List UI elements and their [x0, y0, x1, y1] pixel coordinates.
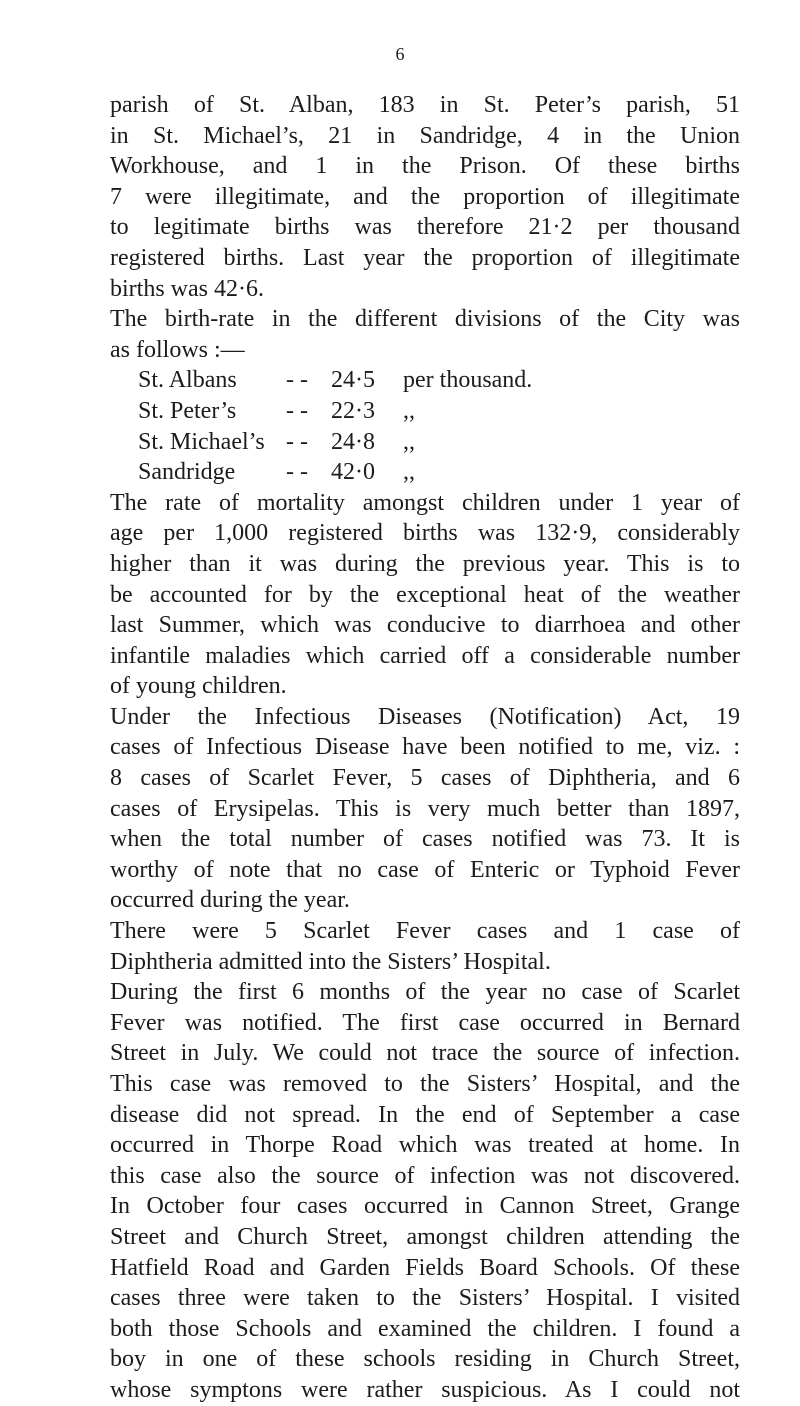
rate-value: 22·3 — [331, 397, 375, 424]
text-line: last Summer, which was conducive to diarrhoea and other — [110, 612, 740, 639]
paragraph-hospital-admissions — [110, 916, 740, 977]
rate-unit: ,, — [403, 428, 415, 455]
text-line: registered births. Last year the proportion of illegitimate — [110, 244, 740, 271]
text-line: Street and Church Street, amongst children attending the — [110, 1223, 740, 1250]
birth-rate-row — [138, 427, 740, 458]
text-line: occurred in Thorpe Road which was treated at home. In — [110, 1132, 740, 1159]
text-line: cases of Infectious Disease have been notified to me, viz. : — [110, 734, 740, 761]
leader-dashes: - - — [286, 428, 308, 455]
text-line: There were 5 Scarlet Fever cases and 1 case of — [110, 918, 740, 945]
text-line: The birth-rate in the different divisions of the City was — [110, 306, 740, 333]
text-line: Workhouse, and 1 in the Prison. Of these births — [110, 153, 740, 180]
birth-rate-row — [138, 396, 740, 427]
rate-value: 42·0 — [331, 459, 375, 486]
text-line: worthy of note that no case of Enteric or Typhoid Fever — [110, 856, 740, 883]
birth-rate-row — [138, 457, 740, 488]
text-line: Diphtheria admitted into the Sisters’ Hospital. — [110, 948, 551, 975]
birth-rate-row — [138, 365, 740, 396]
text-line: in St. Michael’s, 21 in Sandridge, 4 in the Union — [110, 122, 740, 149]
text-line: disease did not spread. In the end of September a case — [110, 1101, 740, 1128]
division-name: St. Michael’s — [138, 428, 265, 455]
paragraph-births — [110, 90, 740, 304]
text-line: In October four cases occurred in Cannon Street, Grange — [110, 1193, 740, 1220]
text-line: The rate of mortality amongst children under 1 year of — [110, 489, 740, 516]
text-line: cases of Erysipelas. This is very much better than 1897, — [110, 795, 740, 822]
text-line: 7 were illegitimate, and the proportion of illegitimate — [110, 183, 740, 210]
leader-dashes: - - — [286, 459, 308, 486]
text-line: to legitimate births was therefore 21·2 per thousand — [110, 214, 740, 241]
text-line: Under the Infectious Diseases (Notification) Act, 19 — [110, 703, 740, 730]
text-line: infantile maladies which carried off a considerable number — [110, 642, 740, 669]
text-line: be accounted for by the exceptional heat of the weather — [110, 581, 740, 608]
text-line: this case also the source of infection was not discovered. — [110, 1162, 740, 1189]
rate-value: 24·5 — [331, 367, 375, 394]
text-line: both those Schools and examined the children. I found a — [110, 1315, 740, 1342]
text-line: Hatfield Road and Garden Fields Board Schools. Of these — [110, 1254, 740, 1281]
paragraph-mortality — [110, 488, 740, 702]
leader-dashes: - - — [286, 397, 308, 424]
text-line: when the total number of cases notified was 73. It is — [110, 826, 740, 853]
text-line: During the first 6 months of the year no case of Scarlet — [110, 979, 740, 1006]
page-number: 6 — [395, 44, 405, 64]
text-line: cases three were taken to the Sisters’ Hospital. I visited — [110, 1285, 740, 1312]
rate-unit: ,, — [403, 397, 415, 424]
body-text — [110, 90, 740, 1406]
text-line: higher than it was during the previous year. This is to — [110, 550, 740, 577]
text-line: occurred during the year. — [110, 887, 350, 914]
leader-dashes: - - — [286, 367, 308, 394]
paragraph-infectious-diseases — [110, 702, 740, 916]
text-line: whose symptons were rather suspicious. As I could not — [110, 1376, 740, 1403]
text-line: of young children. — [110, 673, 287, 700]
division-name: St. Peter’s — [138, 397, 237, 424]
division-name: St. Albans — [138, 367, 237, 394]
rate-value: 24·8 — [331, 428, 375, 455]
rate-unit: ,, — [403, 459, 415, 486]
text-line: parish of St. Alban, 183 in St. Peter’s parish, 51 — [110, 92, 740, 118]
birth-rate-table — [138, 365, 740, 487]
paragraph-scarlet-fever — [110, 977, 740, 1405]
text-line: Street in July. We could not trace the source of infection. — [110, 1040, 740, 1067]
text-line: age per 1,000 registered births was 132·9, considerably — [110, 520, 740, 547]
text-line: Fever was notified. The first case occurred in Bernard — [110, 1009, 740, 1036]
text-line: boy in one of these schools residing in Church Street, — [110, 1346, 740, 1373]
text-line: births was 42·6. — [110, 275, 264, 302]
division-name: Sandridge — [138, 459, 236, 486]
paragraph-birthrate — [110, 304, 740, 365]
rate-unit: per thousand. — [403, 367, 533, 394]
text-line: as follows :— — [110, 336, 245, 363]
text-line: 8 cases of Scarlet Fever, 5 cases of Diphtheria, and 6 — [110, 765, 740, 792]
text-line: This case was removed to the Sisters’ Hospital, and the — [110, 1071, 740, 1097]
